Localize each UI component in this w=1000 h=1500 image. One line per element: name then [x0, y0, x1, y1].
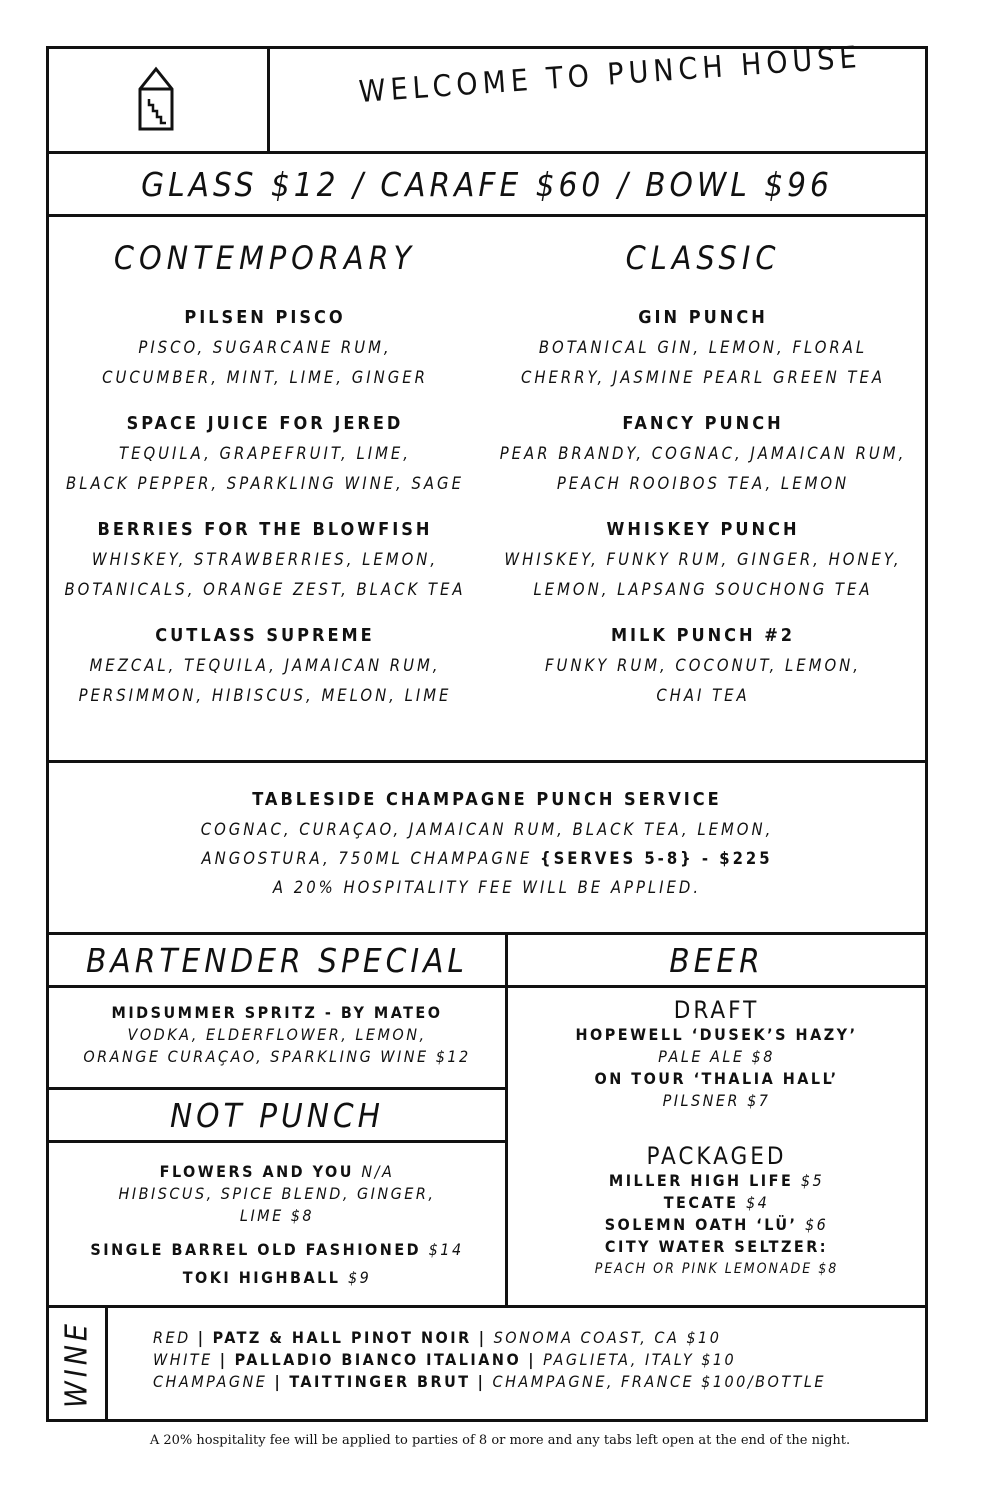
menu-item [481, 303, 925, 393]
draft-name: HOPEWELL ‘DUSEK’S HAZY’ [575, 1025, 858, 1044]
wine-type: RED [153, 1328, 191, 1347]
left-panel [49, 935, 508, 1305]
menu-item [481, 621, 925, 711]
wine-label: WINE [59, 1319, 95, 1408]
item-desc: WHISKEY, STRAWBERRIES, LEMON, [91, 550, 439, 569]
pkg3-name: SOLEMN OATH ‘LÜ’ [604, 1215, 798, 1234]
item-desc: PISCO, SUGARCANE RUM, [138, 338, 392, 357]
np-item1-tag: N/A [361, 1162, 395, 1181]
not-punch-title: NOT PUNCH [49, 1090, 505, 1143]
item-name: SPACE JUICE FOR JERED [126, 413, 404, 434]
item-desc: PERSIMMON, HIBISCUS, MELON, LIME [78, 686, 452, 705]
wine-label-box [49, 1308, 108, 1419]
item-desc: PEAR BRANDY, COGNAC, JAMAICAN RUM, [499, 444, 907, 463]
item-name: PILSEN PISCO [184, 307, 346, 328]
wine-type: WHITE [153, 1350, 213, 1369]
wine-name: TAITTINGER BRUT [289, 1372, 471, 1391]
draft-desc: PALE ALE $8 [658, 1047, 775, 1066]
menu-item [49, 303, 481, 393]
wine-row: RED | PATZ & HALL PINOT NOIR | SONOMA COAST, CA $10 [153, 1328, 722, 1347]
item-name: BERRIES FOR THE BLOWFISH [97, 519, 433, 540]
item-name: CUTLASS SUPREME [155, 625, 375, 646]
item-desc: WHISKEY, FUNKY RUM, GINGER, HONEY, [504, 550, 902, 569]
special-name: MIDSUMMER SPRITZ - BY MATEO [111, 1003, 443, 1022]
item-desc: BOTANICALS, ORANGE ZEST, BLACK TEA [64, 580, 466, 599]
item-desc: LEMON, LAPSANG SOUCHONG TEA [533, 580, 873, 599]
np-item3-price: $9 [347, 1268, 372, 1287]
np-item-desc: HIBISCUS, SPICE BLEND, GINGER, [118, 1184, 436, 1203]
champagne-service [49, 763, 925, 935]
wine-type: CHAMPAGNE [153, 1372, 268, 1391]
menu-item [49, 621, 481, 711]
beer-title: BEER [508, 935, 925, 988]
item-desc: CUCUMBER, MINT, LIME, GINGER [102, 368, 428, 387]
champagne-serves: {SERVES 5-8} - $225 [540, 849, 773, 868]
item-desc: CHERRY, JASMINE PEARL GREEN TEA [521, 368, 885, 387]
packaged-desc: PEACH OR PINK LEMONADE $8 [594, 1261, 839, 1277]
np-item3-name: TOKI HIGHBALL [182, 1268, 341, 1287]
header-row [49, 39, 925, 154]
wine-name: PATZ & HALL PINOT NOIR [212, 1328, 472, 1347]
packaged-item [508, 1192, 925, 1214]
beer-block [508, 996, 925, 1280]
beer-panel [508, 935, 925, 1305]
wine-row: WHITE | PALLADIO BIANCO ITALIANO | PAGLIETA, ITALY $10 [153, 1350, 737, 1369]
special-desc: ORANGE CURAÇAO, SPARKLING WINE $12 [83, 1047, 471, 1066]
item-name: GIN PUNCH [638, 307, 768, 328]
np-item2-name: SINGLE BARREL OLD FASHIONED [90, 1240, 422, 1259]
menu-item [481, 409, 925, 499]
packaged-item: CITY WATER SELTZER: [604, 1237, 829, 1256]
packaged-title: PACKAGED [646, 1142, 787, 1170]
wine-list [153, 1327, 826, 1393]
item-desc: BLACK PEPPER, SPARKLING WINE, SAGE [66, 474, 464, 493]
item-desc: FUNKY RUM, COCONUT, LEMON, [545, 656, 861, 675]
draft-desc: PILSNER $7 [662, 1091, 771, 1110]
pkg2-name: TECATE [663, 1193, 739, 1212]
pkg2-price: $4 [745, 1193, 770, 1212]
contemporary-title: CONTEMPORARY [113, 239, 417, 277]
draft-title: DRAFT [673, 996, 760, 1024]
champagne-name: TABLESIDE CHAMPAGNE PUNCH SERVICE [252, 789, 722, 810]
item-desc: CHAI TEA [656, 686, 750, 705]
champagne-desc [49, 844, 925, 873]
special-desc: VODKA, ELDERFLOWER, LEMON, [127, 1025, 427, 1044]
menu-item [49, 515, 481, 605]
menu-item [49, 409, 481, 499]
np-item2-price: $14 [428, 1240, 464, 1259]
wine-section [49, 1308, 925, 1419]
wine-detail: CHAMPAGNE, FRANCE $100/BOTTLE [492, 1372, 827, 1391]
classic-column [481, 217, 925, 727]
bartender-special-title: BARTENDER SPECIAL [49, 935, 505, 988]
champagne-fee-note: A 20% HOSPITALITY FEE WILL BE APPLIED. [272, 878, 702, 897]
packaged-item [508, 1170, 925, 1192]
menu-frame [46, 39, 928, 1422]
draft-name: ON TOUR ‘THALIA HALL’ [594, 1069, 839, 1088]
packaged-item [508, 1214, 925, 1236]
menu-item [481, 515, 925, 605]
house-stairs-icon [137, 65, 175, 133]
item-name: WHISKEY PUNCH [606, 519, 800, 540]
np-item-name [49, 1239, 505, 1261]
wine-name: PALLADIO BIANCO ITALIANO [234, 1350, 522, 1369]
item-desc: BOTANICAL GIN, LEMON, FLORAL [538, 338, 868, 357]
item-desc: MEZCAL, TEQUILA, JAMAICAN RUM, [89, 656, 441, 675]
item-name: FANCY PUNCH [622, 413, 784, 434]
champagne-desc: COGNAC, CURAÇAO, JAMAICAN RUM, BLACK TEA, LEMON, [200, 820, 774, 839]
pkg1-price: $5 [800, 1171, 825, 1190]
np-item-desc: LIME $8 [239, 1206, 315, 1225]
logo-box [49, 49, 270, 151]
not-punch-block [49, 1143, 505, 1289]
np-item1-name: FLOWERS AND YOU [159, 1162, 354, 1181]
classic-title: CLASSIC [625, 239, 781, 277]
footer-note: A 20% hospitality fee will be applied to parties of 8 or more and any tabs left open at the end of the night. [149, 1433, 851, 1448]
item-desc: PEACH ROOIBOS TEA, LEMON [556, 474, 850, 493]
item-desc: TEQUILA, GRAPEFRUIT, LIME, [119, 444, 411, 463]
np-item-name [49, 1267, 505, 1289]
price-banner: GLASS $12 / CARAFE $60 / BOWL $96 [49, 154, 925, 217]
pkg1-name: MILLER HIGH LIFE [608, 1171, 794, 1190]
wine-detail: PAGLIETA, ITALY $10 [543, 1350, 737, 1369]
wine-row: CHAMPAGNE | TAITTINGER BRUT | CHAMPAGNE, FRANCE $100/BOTTLE [153, 1372, 827, 1391]
contemporary-column [49, 217, 481, 727]
pkg3-price: $6 [805, 1215, 829, 1234]
bottom-section [49, 935, 925, 1308]
np-item-name [49, 1161, 505, 1183]
champagne-desc-text: ANGOSTURA, 750ML CHAMPAGNE [201, 849, 533, 868]
welcome-title: WELCOME TO PUNCH HOUSE [357, 39, 863, 110]
wine-detail: SONOMA COAST, CA $10 [493, 1328, 722, 1347]
bartender-special-block [49, 988, 505, 1090]
drinks-section [49, 217, 925, 763]
item-name: MILK PUNCH #2 [610, 625, 796, 646]
